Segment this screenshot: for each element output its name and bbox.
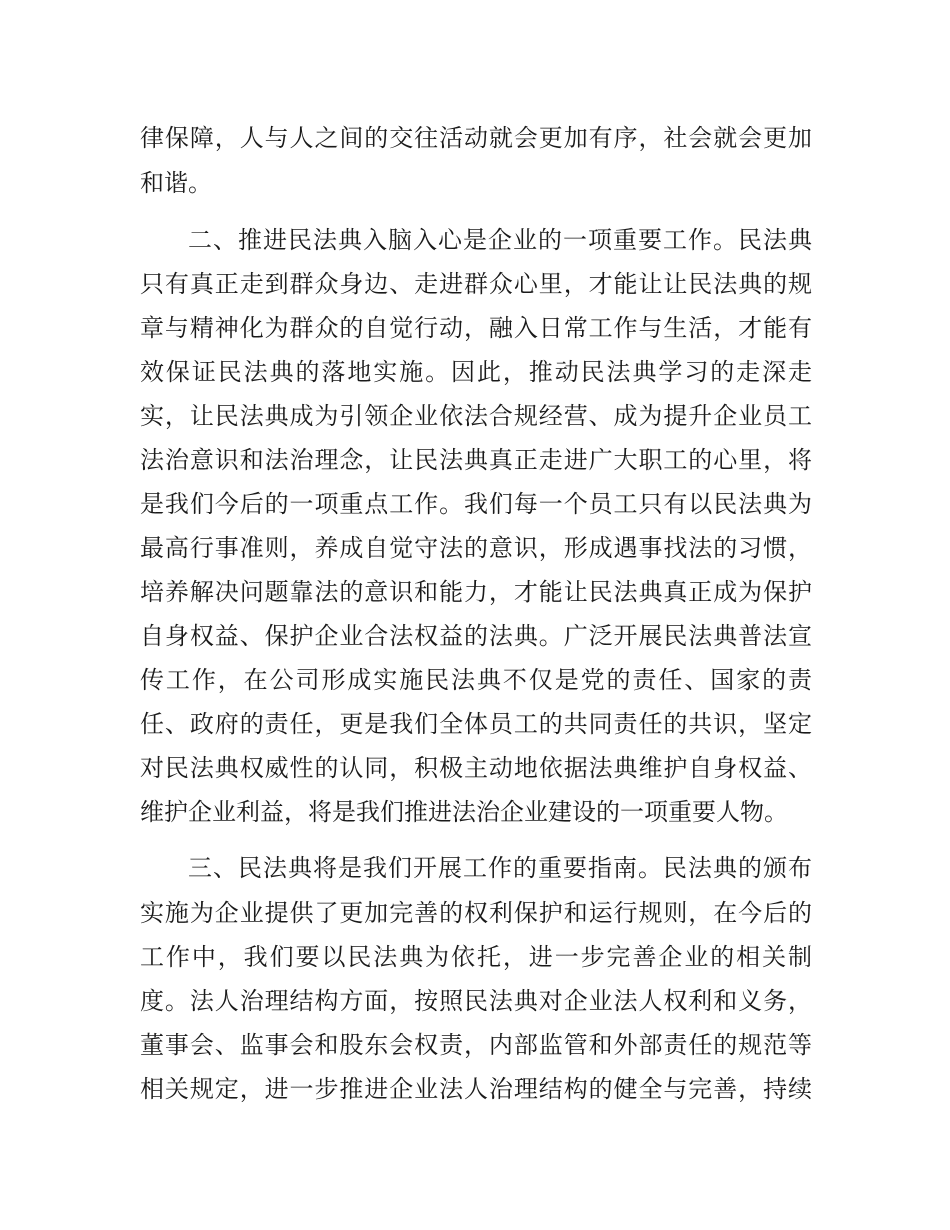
paragraph-2-line-12: 任、政府的责任，更是我们全体员工的共同责任的共识，坚定 <box>140 710 812 738</box>
paragraph-2-line-8: 最高行事准则，养成自觉守法的意识，形成遇事找法的习惯， <box>140 534 812 562</box>
paragraph-2-line-4: 效保证民法典的落地实施。因此，推动民法典学习的走深走 <box>140 358 812 386</box>
paragraph-3-line-5: 董事会、监事会和股东会权责，内部监管和外部责任的规范等 <box>140 1031 812 1059</box>
paragraph-2-line-2: 只有真正走到群众身边、走进群众心里，才能让让民法典的规 <box>140 270 812 298</box>
paragraph-2-line-11: 传工作，在公司形成实施民法典不仅是党的责任、国家的责 <box>140 666 812 694</box>
paragraph-1-line-1: 律保障，人与人之间的交往活动就会更加有序，社会就会更加 <box>140 124 812 152</box>
paragraph-2-line-1: 二、推进民法典入脑入心是企业的一项重要工作。民法典 <box>188 226 812 254</box>
paragraph-3-line-1: 三、民法典将是我们开展工作的重要指南。民法典的颁布 <box>188 854 812 882</box>
paragraph-1-line-2: 和谐。 <box>140 169 212 197</box>
paragraph-2-line-13: 对民法典权威性的认同，积极主动地依据法典维护自身权益、 <box>140 754 812 782</box>
paragraph-2-line-3: 章与精神化为群众的自觉行动，融入日常工作与生活，才能有 <box>140 314 812 342</box>
paragraph-3-line-6: 相关规定，进一步推进企业法人治理结构的健全与完善，持续 <box>140 1075 812 1103</box>
paragraph-2-line-9: 培养解决问题靠法的意识和能力，才能让民法典真正成为保护 <box>140 578 812 606</box>
paragraph-2-line-5: 实，让民法典成为引领企业依法合规经营、成为提升企业员工 <box>140 402 812 430</box>
paragraph-3-line-2: 实施为企业提供了更加完善的权利保护和运行规则，在今后的 <box>140 899 812 927</box>
paragraph-2-line-10: 自身权益、保护企业合法权益的法典。广泛开展民法典普法宣 <box>140 622 812 650</box>
paragraph-3-line-3: 工作中，我们要以民法典为依托，进一步完善企业的相关制 <box>140 943 812 971</box>
paragraph-2-line-7: 是我们今后的一项重点工作。我们每一个员工只有以民法典为 <box>140 490 812 518</box>
paragraph-2-line-6: 法治意识和法治理念，让民法典真正走进广大职工的心里，将 <box>140 446 812 474</box>
paragraph-3-line-4: 度。法人治理结构方面，按照民法典对企业法人权利和义务， <box>140 987 812 1015</box>
paragraph-2-line-14: 维护企业利益，将是我们推进法治企业建设的一项重要人物。 <box>140 798 788 826</box>
